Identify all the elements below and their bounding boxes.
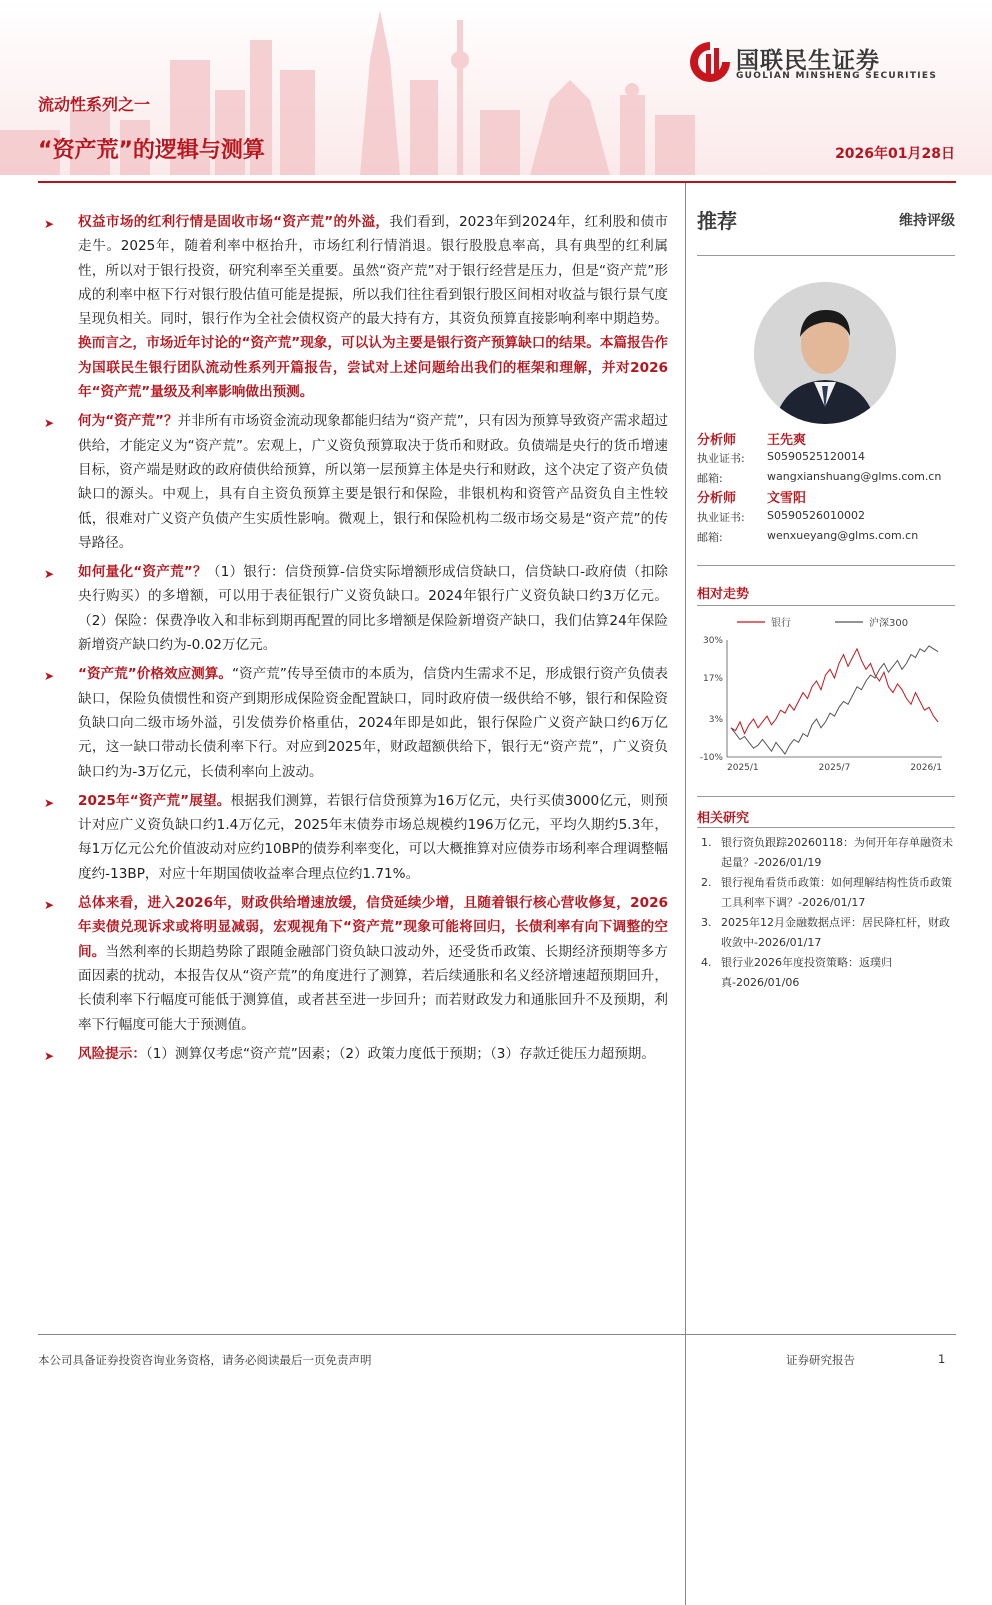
paragraph-emphasis: 换而言之，市场近年讨论的“资产荒”现象，可以认为主要是银行资产预算缺口的结果。本篇报告作为国联民生银行团队流动性系列开篇报告，尝试对上述问题给出我们的框架和理解，并对2026年“资产荒”量级及利率影响做出预测。 bbox=[78, 335, 668, 401]
related-research-title: 相关研究 bbox=[697, 811, 750, 826]
summary-paragraph bbox=[38, 1042, 668, 1066]
summary-paragraph bbox=[38, 210, 668, 404]
column-divider bbox=[685, 183, 686, 1605]
mail-label: 邮箱: bbox=[697, 531, 723, 544]
paragraph-text: （1）测算仅考虑“资产荒”因素；（2）政策力度低于预期；（3）存款迁徙压力超预期。 bbox=[145, 1045, 655, 1062]
sidebar-divider bbox=[697, 796, 955, 797]
y-tick-label: 30% bbox=[702, 636, 723, 646]
bullet-arrow-icon: ➤ bbox=[44, 669, 55, 684]
x-tick-label: 2025/1 bbox=[727, 763, 759, 773]
analyst-name: 文雪阳 bbox=[767, 491, 807, 506]
item-text: 银行资负跟踪20260118：为何开年存单融资未起量？-2026/01/19 bbox=[721, 836, 953, 869]
recommendation: 推荐 bbox=[697, 209, 737, 233]
summary-paragraph bbox=[38, 789, 668, 886]
paragraph-text: 当然利率的长期趋势除了跟随金融部门资负缺口波动外，还受货币政策、长期经济预期等多方面因素的扰动，本报告仅从“资产荒”的角度进行了测算，若后续通胀和名义经济增速超预期回升，长债利率下行幅度可能低于测算值，或者甚至进一步回升；而若财政发力和通胀回升不及预期，利率下行幅度可能大于预测值。 bbox=[78, 943, 669, 1033]
sidebar-divider bbox=[697, 605, 955, 606]
related-research-item[interactable] bbox=[697, 953, 955, 993]
cert-label: 执业证书: bbox=[697, 511, 745, 524]
y-tick-label: -10% bbox=[699, 753, 723, 763]
summary-paragraph bbox=[38, 409, 668, 555]
summary-body bbox=[38, 210, 668, 1071]
paragraph-lead: 风险提示： bbox=[78, 1045, 146, 1062]
paragraph-lead: 如何量化“资产荒”？ bbox=[78, 564, 207, 581]
mail-address[interactable]: wangxianshuang@glms.com.cn bbox=[767, 470, 942, 483]
bullet-arrow-icon: ➤ bbox=[44, 416, 55, 431]
report-date: 2026年01月28日 bbox=[835, 146, 955, 162]
analyst-photo bbox=[754, 282, 896, 424]
paragraph-lead: “资产荒”价格效应测算。 bbox=[78, 666, 232, 683]
item-text: 银行业2026年度投资策略：返璞归真-2026/01/06 bbox=[721, 956, 892, 989]
sidebar-divider bbox=[697, 565, 955, 566]
brand-name-en: GUOLIAN MINSHENG SECURITIES bbox=[736, 71, 938, 81]
paragraph-lead: 何为“资产荒”？ bbox=[78, 413, 178, 430]
brand-name-cn: 国联民生证券 bbox=[736, 48, 880, 74]
bullet-arrow-icon: ➤ bbox=[44, 567, 55, 582]
related-research-item[interactable] bbox=[697, 833, 955, 873]
item-number: 1. bbox=[701, 836, 712, 849]
paragraph-text: 并非所有市场资金流动现象都能归结为“资产荒”，只有因为预算导致资产需求超过供给，才能定义为“资产荒”。宏观上，广义资负预算取决于货币和财政。负债端是央行的货币增速目标，资产端是财政的政府债供给预算，所以第一层预算主体是央行和财政，这个决定了资产负债缺口的源头。中观上，具有自主资负预算主要是银行和保险，非银机构和资管产品资负自主性较低，很难对广义资产负债产生实质性影响。微观上，银行和保险机构二级市场交易是“资产荒”的传导路径。 bbox=[78, 413, 668, 551]
footer-divider bbox=[38, 1334, 956, 1335]
legend-label: 银行 bbox=[771, 618, 791, 629]
x-tick-label: 2026/1 bbox=[910, 763, 942, 773]
sidebar-divider bbox=[697, 255, 955, 256]
series-label: 流动性系列之一 bbox=[38, 95, 151, 114]
company-logo bbox=[688, 38, 968, 88]
paragraph-lead: 权益市场的红利行情是固收市场“资产荒”的外溢， bbox=[78, 214, 390, 230]
page-number: 1 bbox=[938, 1352, 946, 1366]
summary-paragraph bbox=[38, 662, 668, 783]
cert-number: S0590526010002 bbox=[767, 509, 865, 522]
item-text: 银行视角看货币政策：如何理解结构性货币政策工具利率下调？-2026/01/17 bbox=[721, 876, 952, 909]
analyst-role: 分析师 bbox=[697, 491, 737, 506]
rating: 维持评级 bbox=[899, 213, 955, 229]
y-tick-label: 17% bbox=[702, 674, 723, 685]
footer-report-type: 证券研究报告 bbox=[786, 1353, 855, 1367]
mail-label: 邮箱: bbox=[697, 472, 723, 485]
bullet-arrow-icon: ➤ bbox=[44, 898, 55, 913]
chart-title: 相对走势 bbox=[697, 587, 750, 602]
related-research-item[interactable] bbox=[697, 873, 955, 913]
logo-mark-icon bbox=[688, 40, 732, 84]
item-text: 2025年12月金融数据点评：居民降杠杆，财政收敛中-2026/01/17 bbox=[721, 916, 950, 949]
paragraph-text: 根据我们测算，若银行信贷预算为16万亿元，央行买债3000亿元，则预计对应广义资负缺口约1.4万亿元，2025年末债券市场总规模约196万亿元，平均久期约5.3年，每1万亿元公允价值波动对应约10BP的债券利率变化，可以大概推算对应债券市场利率合理调整幅度约-13BP，对应十年期国债收益率合理点位约1.71%。 bbox=[78, 792, 669, 882]
cert-label: 执业证书: bbox=[697, 452, 745, 465]
analyst-name: 王先爽 bbox=[767, 433, 807, 448]
sidebar-divider bbox=[697, 827, 955, 828]
bullet-arrow-icon: ➤ bbox=[44, 217, 55, 231]
legend-label: 沪深300 bbox=[869, 618, 909, 629]
summary-paragraph bbox=[38, 891, 668, 1037]
paragraph-text: 我们看到，2023年到2024年，红利股和债市走牛。2025年，随着利率中枢抬升，市场红利行情消退。银行股股息率高，具有典型的红利属性，所以对于银行投资，研究利率至关重要。虽然“资产荒”对于银行经营是压力，但是“资产荒”形成的利率中枢下行对银行股估值可能是提振，所以我们往往看到银行股区间相对收益与银行景气度呈现负相关。同时，银行作为全社会债权资产的最大持有方，其资负预算直接影响利率中期趋势。 bbox=[78, 214, 668, 328]
mail-address[interactable]: wenxueyang@glms.com.cn bbox=[767, 529, 919, 542]
paragraph-lead: 2025年“资产荒”展望。 bbox=[78, 792, 231, 809]
paragraph-text: “资产荒”传导至债市的本质为，信贷内生需求不足，形成银行资产负债表缺口，保险负债惯性和资产到期形成保险资金配置缺口，同时政府债一级供给不够，银行和保险资负缺口向二级市场外溢，引发债券价格重估，2024年即是如此，银行保险广义资产缺口约6万亿元，这一缺口带动长债利率下行。对应到2025年，财政超额供给下，银行无“资产荒”，广义资负缺口约为-3万亿元，长债利率向上波动。 bbox=[78, 666, 668, 780]
header-divider bbox=[38, 181, 956, 183]
analyst-portrait-icon bbox=[754, 282, 896, 424]
series-line bbox=[731, 646, 938, 754]
paragraph-lead: 总体来看，进入2026年，财政供给增速放缓，信贷延续少增，且随着银行核心营收修复，2026年卖债兑现诉求或将明显减弱，宏观视角下“资产荒”现象可能将回归，长债利率有向下调整的空间。 bbox=[78, 895, 668, 960]
x-tick-label: 2025/7 bbox=[818, 763, 851, 773]
y-tick-label: 3% bbox=[708, 714, 723, 725]
bullet-arrow-icon: ➤ bbox=[44, 1048, 55, 1063]
paragraph-text: （1）银行：信贷预算-信贷实际增额形成信贷缺口，信贷缺口-政府债（扣除央行购买）的多增额，可以用于表征银行广义资负缺口。2024年银行广义资负缺口约3万亿元。（2）保险：保费净收入和非标到期再配置的同比多增额是保险新增资产缺口，我们估算24年保险新增资产缺口约为-0.02万亿元。 bbox=[78, 564, 668, 654]
item-number: 3. bbox=[701, 916, 712, 929]
report-title: “资产荒”的逻辑与测算 bbox=[38, 138, 265, 163]
summary-paragraph bbox=[38, 560, 668, 657]
item-number: 2. bbox=[701, 876, 712, 889]
bullet-arrow-icon: ➤ bbox=[44, 795, 55, 810]
analyst-role: 分析师 bbox=[697, 433, 737, 448]
related-research-item[interactable] bbox=[697, 913, 955, 953]
footer-disclaimer: 本公司具备证券投资咨询业务资格，请务必阅读最后一页免责声明 bbox=[38, 1353, 372, 1367]
relative-performance-chart bbox=[697, 612, 955, 782]
cert-number: S0590525120014 bbox=[767, 450, 865, 463]
item-number: 4. bbox=[701, 956, 712, 969]
related-research-list bbox=[697, 833, 955, 993]
